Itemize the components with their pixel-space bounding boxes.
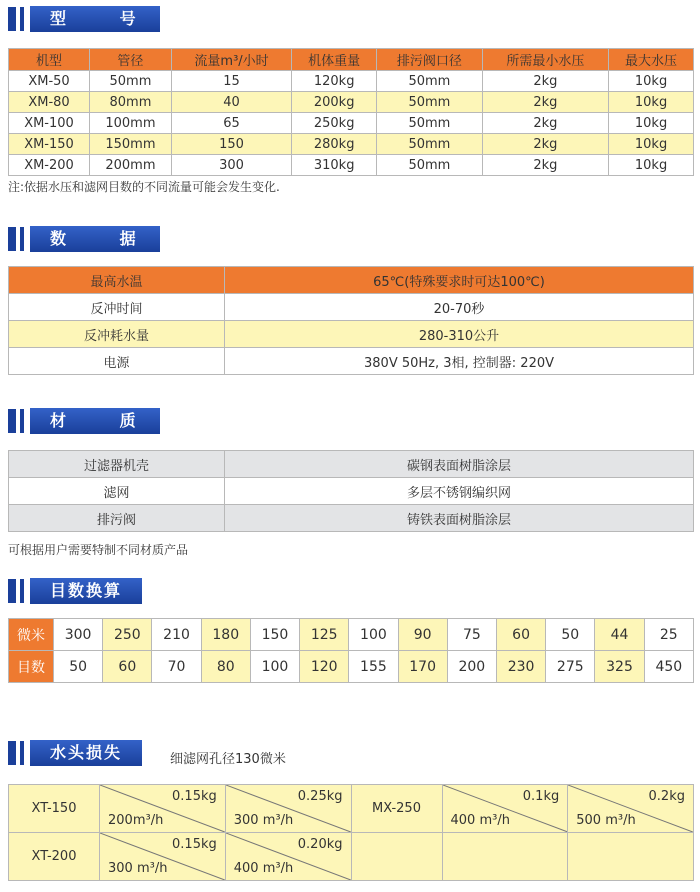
- table-cell: 170: [398, 651, 447, 683]
- models-table: [8, 48, 694, 176]
- table-cell: 50: [546, 619, 595, 651]
- flow-value: 200m³/h: [108, 813, 164, 828]
- flow-value: 400 m³/h: [233, 861, 294, 876]
- table-cell: 排污阀: [9, 505, 225, 532]
- table-cell: 450: [644, 651, 693, 683]
- table-cell: 380V 50Hz, 3相, 控制器: 220V: [225, 348, 694, 375]
- loss-cell: [568, 785, 694, 833]
- table-cell: XM-80: [9, 92, 90, 113]
- table-row: [9, 267, 694, 294]
- table-cell: 230: [496, 651, 545, 683]
- table-cell: 250: [103, 619, 152, 651]
- loss-value: 0.20kg: [297, 837, 343, 852]
- loss-cell: [225, 833, 351, 881]
- table-cell: 325: [595, 651, 644, 683]
- flow-value: 500 m³/h: [576, 813, 636, 828]
- table-cell: 100: [250, 651, 299, 683]
- table-cell: 2kg: [482, 92, 608, 113]
- table-cell: 120kg: [292, 71, 377, 92]
- mesh-table: [8, 618, 694, 683]
- table-cell: 多层不锈钢编织网: [225, 478, 694, 505]
- table-cell: 最高水温: [9, 267, 225, 294]
- models-note: 注:依据水压和滤网目数的不同流量可能会发生变化.: [8, 180, 280, 194]
- loss-value: 0.15kg: [172, 837, 217, 852]
- table-cell: 44: [595, 619, 644, 651]
- header-cell: 机型: [9, 49, 90, 71]
- table-cell: XM-50: [9, 71, 90, 92]
- micron-row: [9, 619, 694, 651]
- loss-value: 0.15kg: [172, 789, 217, 804]
- table-cell: 50: [54, 651, 103, 683]
- table-cell: 铸铁表面树脂涂层: [225, 505, 694, 532]
- flow-value: 300 m³/h: [108, 861, 168, 876]
- table-row: [9, 294, 694, 321]
- loss-cell: [100, 833, 226, 881]
- table-cell: 60: [496, 619, 545, 651]
- table-cell: 200: [447, 651, 496, 683]
- table-row: [9, 155, 694, 176]
- table-cell: 275: [546, 651, 595, 683]
- table-cell: 2kg: [482, 134, 608, 155]
- section-bar: [20, 741, 24, 765]
- section-header-mesh: [8, 578, 142, 604]
- table-cell: 50mm: [377, 134, 483, 155]
- loss-cell: [100, 785, 226, 833]
- table-cell: 120: [300, 651, 349, 683]
- table-row: [9, 71, 694, 92]
- table-cell: 10kg: [609, 71, 694, 92]
- mesh-row: [9, 651, 694, 683]
- table-cell: 2kg: [482, 71, 608, 92]
- loss-cell: [442, 785, 568, 833]
- table-row: [9, 348, 694, 375]
- table-cell: 80: [201, 651, 250, 683]
- table-header-row: [9, 49, 694, 71]
- section-bar: [8, 579, 16, 603]
- section-header-head-loss: [8, 740, 142, 766]
- section-bar: [20, 579, 24, 603]
- table-row: [9, 134, 694, 155]
- table-cell: 310kg: [292, 155, 377, 176]
- table-cell: 反冲时间: [9, 294, 225, 321]
- material-table: [8, 450, 694, 532]
- table-cell: 150: [250, 619, 299, 651]
- flow-value: 300 m³/h: [233, 813, 294, 828]
- table-cell: 碳钢表面树脂涂层: [225, 451, 694, 478]
- table-cell: 25: [644, 619, 693, 651]
- model-cell: XT-150: [9, 785, 100, 833]
- head-loss-table: [8, 784, 694, 881]
- table-cell: 150mm: [90, 134, 172, 155]
- table-cell: XM-150: [9, 134, 90, 155]
- table-cell: 210: [152, 619, 201, 651]
- section-header-material: [8, 408, 160, 434]
- table-cell: 反冲耗水量: [9, 321, 225, 348]
- table-cell: 2kg: [482, 155, 608, 176]
- table-cell: 65℃(特殊要求时可达100℃): [225, 267, 694, 294]
- table-cell: 100: [349, 619, 398, 651]
- table-cell: 2kg: [482, 113, 608, 134]
- table-cell: 280-310公升: [225, 321, 694, 348]
- model-cell: MX-250: [351, 785, 442, 833]
- material-note: 可根据用户需要特制不同材质产品: [8, 543, 189, 557]
- table-cell: 180: [201, 619, 250, 651]
- table-cell: 300: [54, 619, 103, 651]
- table-cell: 65: [171, 113, 291, 134]
- table-cell: 滤网: [9, 478, 225, 505]
- table-cell: 10kg: [609, 113, 694, 134]
- section-title: 目数换算: [30, 578, 142, 604]
- table-cell: 150: [171, 134, 291, 155]
- table-cell: 电源: [9, 348, 225, 375]
- table-row: [9, 833, 694, 881]
- table-row: [9, 321, 694, 348]
- table-cell: 60: [103, 651, 152, 683]
- empty-cell: [568, 833, 694, 881]
- table-cell: 100mm: [90, 113, 172, 134]
- section-title: 水头损失: [30, 740, 142, 766]
- table-cell: 80mm: [90, 92, 172, 113]
- section-bar: [20, 409, 24, 433]
- data-table: [8, 266, 694, 375]
- table-cell: 50mm: [90, 71, 172, 92]
- table-cell: 70: [152, 651, 201, 683]
- table-cell: 过滤器机壳: [9, 451, 225, 478]
- table-row: [9, 478, 694, 505]
- table-row: [9, 113, 694, 134]
- loss-cell: [225, 785, 351, 833]
- table-cell: 250kg: [292, 113, 377, 134]
- loss-value: 0.2kg: [648, 789, 685, 804]
- table-row: [9, 505, 694, 532]
- table-cell: 10kg: [609, 92, 694, 113]
- table-cell: XM-200: [9, 155, 90, 176]
- header-cell: 最大水压: [609, 49, 694, 71]
- table-cell: 10kg: [609, 134, 694, 155]
- table-cell: 50mm: [377, 113, 483, 134]
- header-cell: 排污阀口径: [377, 49, 483, 71]
- model-cell: XT-200: [9, 833, 100, 881]
- table-cell: 50mm: [377, 155, 483, 176]
- loss-value: 0.1kg: [522, 789, 560, 804]
- empty-cell: [442, 833, 568, 881]
- header-cell: 管径: [90, 49, 172, 71]
- table-cell: 20-70秒: [225, 294, 694, 321]
- flow-value: 400 m³/h: [450, 813, 510, 828]
- table-cell: 125: [300, 619, 349, 651]
- table-cell: 50mm: [377, 71, 483, 92]
- table-cell: 200kg: [292, 92, 377, 113]
- section-bar: [8, 741, 16, 765]
- section-title: 材 质: [30, 408, 160, 434]
- section-header-data: [8, 226, 160, 252]
- section-title: 数 据: [30, 226, 160, 252]
- section-bar: [8, 409, 16, 433]
- section-bar: [20, 7, 24, 31]
- header-cell: 机体重量: [292, 49, 377, 71]
- section-bar: [8, 227, 16, 251]
- head-loss-subtitle: 细滤网孔径130微米: [170, 752, 286, 767]
- loss-value: 0.25kg: [297, 789, 343, 804]
- section-bar: [20, 227, 24, 251]
- table-cell: 300: [171, 155, 291, 176]
- section-bar: [8, 7, 16, 31]
- table-row: [9, 451, 694, 478]
- table-cell: 90: [398, 619, 447, 651]
- table-cell: 10kg: [609, 155, 694, 176]
- section-header-models: [8, 6, 160, 32]
- header-cell: 所需最小水压: [482, 49, 608, 71]
- header-cell: 流量m³/小时: [171, 49, 291, 71]
- table-cell: 50mm: [377, 92, 483, 113]
- table-cell: 155: [349, 651, 398, 683]
- table-cell: 200mm: [90, 155, 172, 176]
- mesh-label: 目数: [9, 651, 54, 683]
- table-row: [9, 785, 694, 833]
- table-cell: XM-100: [9, 113, 90, 134]
- table-cell: 15: [171, 71, 291, 92]
- table-row: [9, 92, 694, 113]
- table-cell: 75: [447, 619, 496, 651]
- table-cell: 40: [171, 92, 291, 113]
- table-cell: 280kg: [292, 134, 377, 155]
- micron-label: 微米: [9, 619, 54, 651]
- section-title: 型 号: [30, 6, 160, 32]
- empty-cell: [351, 833, 442, 881]
